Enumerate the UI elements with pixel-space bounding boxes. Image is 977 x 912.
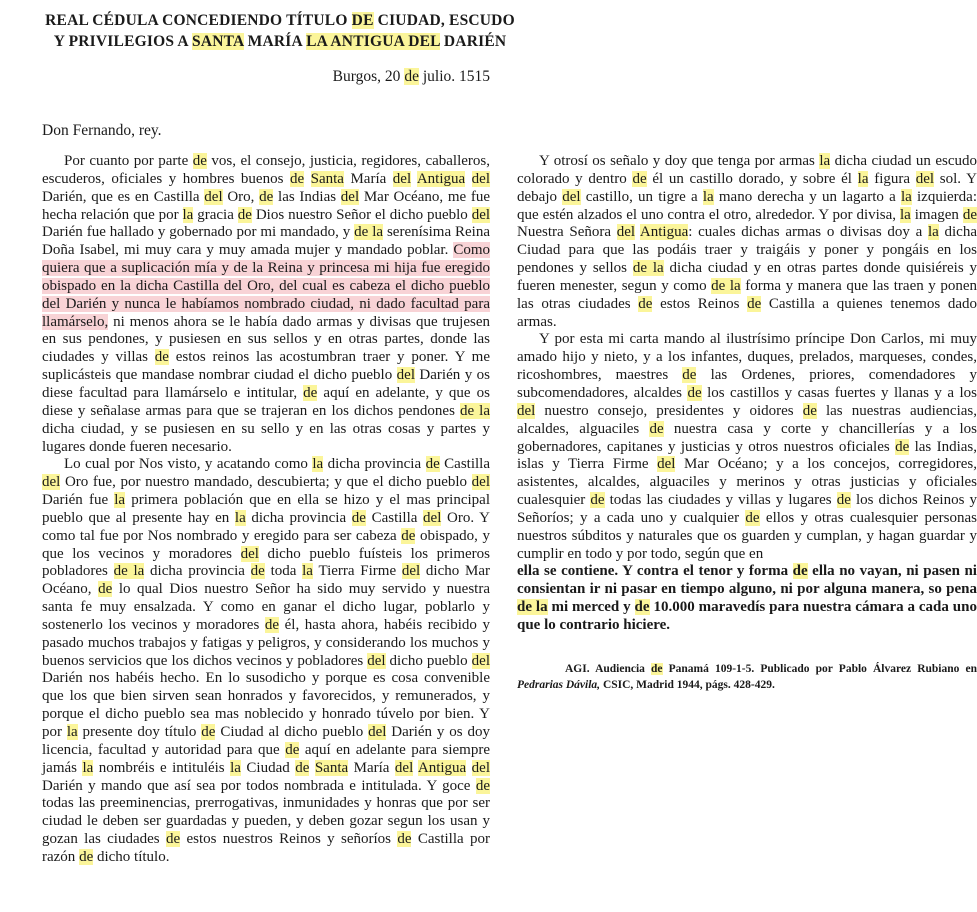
highlight-mark: del: [517, 402, 536, 419]
highlight-mark: del: [471, 474, 490, 491]
highlight-mark: del: [915, 170, 935, 187]
highlight-mark: del: [471, 652, 490, 669]
highlight-mark: de: [250, 563, 265, 580]
highlight-mark: LA ANTIGUA DEL: [306, 33, 440, 50]
source-footnote: [517, 661, 977, 693]
paragraph-penalty: ella se contiene. Y contra el tenor y forma de ella no vayan, ni pasen ni consientan ir ni pasar en tiempo alguno, ni por alguna manera, so pena de la mi merced y de 10.000 maravedís para nuestra cámara a cada uno que lo contrario hiciere.: [517, 563, 977, 633]
highlight-mark: de: [154, 349, 169, 366]
highlight-mark: de: [201, 724, 216, 740]
highlight-mark: la: [230, 759, 241, 776]
highlight-mark: de: [259, 188, 274, 205]
highlight-mark: de: [425, 456, 440, 473]
highlight-mark: la: [900, 188, 912, 205]
highlight-mark: la: [234, 509, 246, 526]
highlight-mark: de: [264, 616, 280, 633]
highlight-mark: del: [396, 367, 415, 384]
highlight-mark: de: [836, 492, 851, 509]
highlight-mark: Antigua: [639, 224, 689, 241]
highlight-mark: del: [367, 652, 386, 669]
highlight-mark: del: [240, 545, 259, 562]
highlight-mark: de: [475, 777, 490, 794]
highlight-mark: la: [312, 456, 324, 473]
highlight-mark: del: [204, 188, 223, 205]
highlight-mark: de: [98, 581, 113, 598]
highlight-mark: de: [687, 384, 702, 401]
highlight-mark: del: [42, 474, 61, 491]
highlight-mark: de: [747, 295, 762, 312]
highlight-mark: de la: [517, 599, 548, 616]
highlight-mark: de: [745, 509, 760, 526]
highlight-mark: de: [401, 527, 416, 544]
highlight-mark: del: [657, 456, 676, 473]
title-line-1: REAL CÉDULA CONCEDIENDO TÍTULO DE CIUDAD, ESCUDO: [45, 12, 515, 29]
highlight-mark: de: [192, 153, 207, 169]
highlight-mark: del: [471, 759, 490, 776]
highlight-mark: la: [302, 563, 313, 580]
highlight-mark: de: [590, 492, 605, 509]
petition-text-a: Por cuanto por parte de vos, el consejo, justicia, regidores, caballeros, escuderos, oficiales y hombres buenos de Santa María del Antigua del Darién, que es en Castilla del Oro, de las Indias del Mar Océano, me fue hecha relación que por la gracia de Dios nuestro Señor el dicho pueblo del Darién fue hallado y gobernado por mi mandado, y de la serenísima Reina Doña Isabel, mi muy cara y muy amada mujer y mandado poblar.: [42, 153, 491, 259]
petition-text-b: ni menos ahora se le había dado armas y divisas que trujesen en sus pendones, y pusiesen en sus sellos y en otras partes, donde las ciudades y villas de estos reinos las acostumbran traer y poner. Y me suplicásteis que mandase nombrar ciudad el dicho pueblo del Darién y os diese facultad para llamárselo e intitular, de aquí en adelante, y que os diese y señalase armas para que se trajeran en los dichos pendones de la dicha ciudad, y se pusiesen en su sello y en las otras cosas y partes y lugares donde fueren necesario.: [42, 313, 491, 455]
footnote-text-a: AGI. Audiencia de Panamá 109-1-5. Publicado por Pablo Álvarez Rubiano en: [565, 662, 977, 675]
right-column: [517, 153, 977, 693]
highlight-mark: la: [927, 224, 939, 241]
highlight-mark: de: [351, 509, 366, 526]
highlight-mark: de: [634, 599, 650, 616]
dateline: Burgos, 20 de julio. 1515: [332, 68, 490, 85]
footnote-book-title: Pedrarias Dávila,: [517, 678, 601, 691]
highlight-mark: de la: [711, 277, 741, 294]
highlight-mark: de: [285, 741, 300, 758]
highlight-mark: la: [857, 170, 869, 187]
highlight-mark: de: [682, 367, 697, 384]
highlight-mark: de: [632, 170, 647, 187]
footnote-text-b: CSIC, Madrid 1944, págs. 428-429.: [602, 678, 775, 691]
highlight-mark: de: [651, 662, 663, 675]
highlight-mark: de: [962, 206, 977, 223]
highlight-mark: del: [340, 188, 360, 205]
highlight-mark: del: [392, 170, 412, 187]
highlight-mark: Santa: [314, 759, 349, 776]
highlight-mark: la: [82, 759, 94, 776]
highlight-mark: del: [562, 188, 581, 205]
highlight-mark: de la: [113, 563, 145, 580]
paragraph-arms: Y otrosí os señalo y doy que tenga por armas la dicha ciudad un escudo colorado y dentro de él un castillo dorado, y sobre él la figura del sol. Y debajo del castillo, un tigre a la mano derecha y un lagarto a la izquierda: que estén alzados el uno contra el otro, alrededor. Y por divisa, la imagen de Nuestra Señora del Antigua: cuales dichas armas o divisas doy a la dicha Ciudad para que las podáis traer y traigáis y poner y pongáis en los pendones y sellos de la dicha ciudad y en otras partes donde quisiéreis y fueren menester, segun y como de la forma y manera que las traen y ponen las otras ciudades de estos Reinos de Castilla a quienes tenemos dado armas.: [517, 153, 977, 330]
highlight-mark: del: [471, 206, 491, 223]
highlight-mark: la: [702, 188, 714, 205]
highlight-mark: de: [802, 402, 817, 419]
highlight-mark: de la: [632, 260, 664, 277]
highlight-mark: de la: [459, 402, 491, 419]
highlight-mark: de la: [354, 224, 384, 241]
highlight-mark: DE: [351, 12, 374, 29]
highlight-mark: la: [819, 153, 831, 169]
highlight-mark: de: [295, 759, 310, 776]
paragraph-petition: [42, 153, 490, 456]
highlight-mark: de: [79, 848, 94, 865]
highlight-mark: de: [404, 68, 419, 85]
highlight-mark: del: [616, 224, 636, 241]
paragraph-mandate: Y por esta mi carta mando al ilustrísimo príncipe Don Carlos, mi muy amado hijo y nieto, y a los infantes, duques, prelados, marqueses, condes, ricoshombres, maestres de las Ordenes, priores, comendadores y subcomendadores, alcaldes de los castillos y casas fuertes y llanas y a los del nuestro consejo, presidentes y oidores de las nuestras audiencias, alcaldes, alguaciles de nuestra casa y corte y chancillerías y a los gobernadores, capitanes y justicias y otros nuestros oficiales de las Indias, islas y Tierra Firme del Mar Océano; y a los concejos, corregidores, asistentes, alcaldes, alguaciles y merinos y otras justicias y oficiales cualesquier de todas las ciudades y villas y lugares de los dichos Reinos y Señoríos; y a cada uno y cualquier de ellos y otras cualesquier personas nuestros súbditos y naturales que os guarden y cumplan, y hagan guardar y cumplir en todo y por todo, según que en: [517, 331, 977, 562]
highlight-mark: de: [649, 420, 664, 437]
left-column: [42, 153, 490, 867]
highlight-mark: del: [423, 509, 442, 526]
highlight-mark: de: [165, 831, 181, 848]
highlight-mark: de: [397, 831, 412, 848]
highlight-mark: del: [368, 724, 387, 740]
highlight-mark: del: [471, 170, 490, 187]
highlighted-passage: Como quiera que a suplicación mía y de la Reina y princesa mi hija fue eregido obispado en la dicha Castilla del Oro, del cual es cabeza el dicho pueblo del Darién y nunca le habíamos nombrado ciudad, ni dado facultad para llamárselo,: [42, 242, 490, 330]
highlight-mark: Antigua: [417, 759, 467, 776]
highlight-mark: la: [66, 724, 78, 740]
highlight-mark: de: [303, 384, 318, 401]
highlight-mark: de: [792, 563, 808, 580]
highlight-mark: de: [289, 170, 305, 187]
salutation: Don Fernando, rey.: [42, 122, 162, 139]
paragraph-grant: Lo cual por Nos visto, y acatando como la dicha provincia de Castilla del Oro fue, por nuestro mandado, descubierta; y que el dicho pueblo del Darién fue la primera población que en ella se hizo y el mas principal pueblo que al presente hay en la dicha provincia de Castilla del Oro. Y como tal fue por Nos nombrado y eregido para ser cabeza de obispado, y que los vecinos y moradores del dicho pueblo fuísteis los primeros pobladores de la dicha provincia de toda la Tierra Firme del dicho Mar Océano, de lo qual Dios nuestro Señor ha sido muy servido y nuestra santa fe muy ensalzada. Y como en ganar el dicho lugar, poblarlo y sostenerlo los vecinos y moradores de él, hasta ahora, habéis recibido y pasado muchos trabajos y fatigas y peligros, y considerando los muchos y buenos servicios que los dichos vecinos y pobladores del dicho pueblo del Darién nos habéis hecho. En lo susodicho y porque es cosa convenible que los que bien sirven sean honrados y favorecidos, y remunerados, y porque el dicho pueblo sea mas noblecido y honrado túvelo por bien. Y por la presente doy título de Ciudad al dicho pueblo del Darién y os doy licencia, facultad y autoridad para que de aquí en adelante para siempre jamás la nombréis e intituléis la Ciudad de Santa María del Antigua del Darién y mando que así sea por todos nombrada e intitulada. Y goce de todas las preeminencias, prerrogativas, inmunidades y honras que por ser ciudad le deben ser guardadas y pueden, y deben gozar segun los usan y gozan las ciudades de estos nuestros Reinos y señoríos de Castilla por razón de dicho título.: [42, 456, 490, 865]
highlight-mark: del: [394, 759, 414, 776]
highlight-mark: la: [114, 492, 126, 509]
highlight-mark: del: [401, 563, 421, 580]
highlight-mark: la: [182, 206, 194, 223]
highlight-mark: SANTA: [192, 33, 244, 50]
title-line-2: Y PRIVILEGIOS A SANTA MARÍA LA ANTIGUA DEL DARIÉN: [53, 33, 507, 50]
highlight-mark: la: [899, 206, 911, 223]
highlight-mark: de: [638, 295, 653, 312]
highlight-mark: Antigua: [416, 170, 466, 187]
highlight-mark: de: [237, 206, 252, 223]
highlight-mark: de: [895, 438, 910, 455]
highlight-mark: Santa: [310, 170, 344, 187]
document-title: [40, 10, 520, 52]
